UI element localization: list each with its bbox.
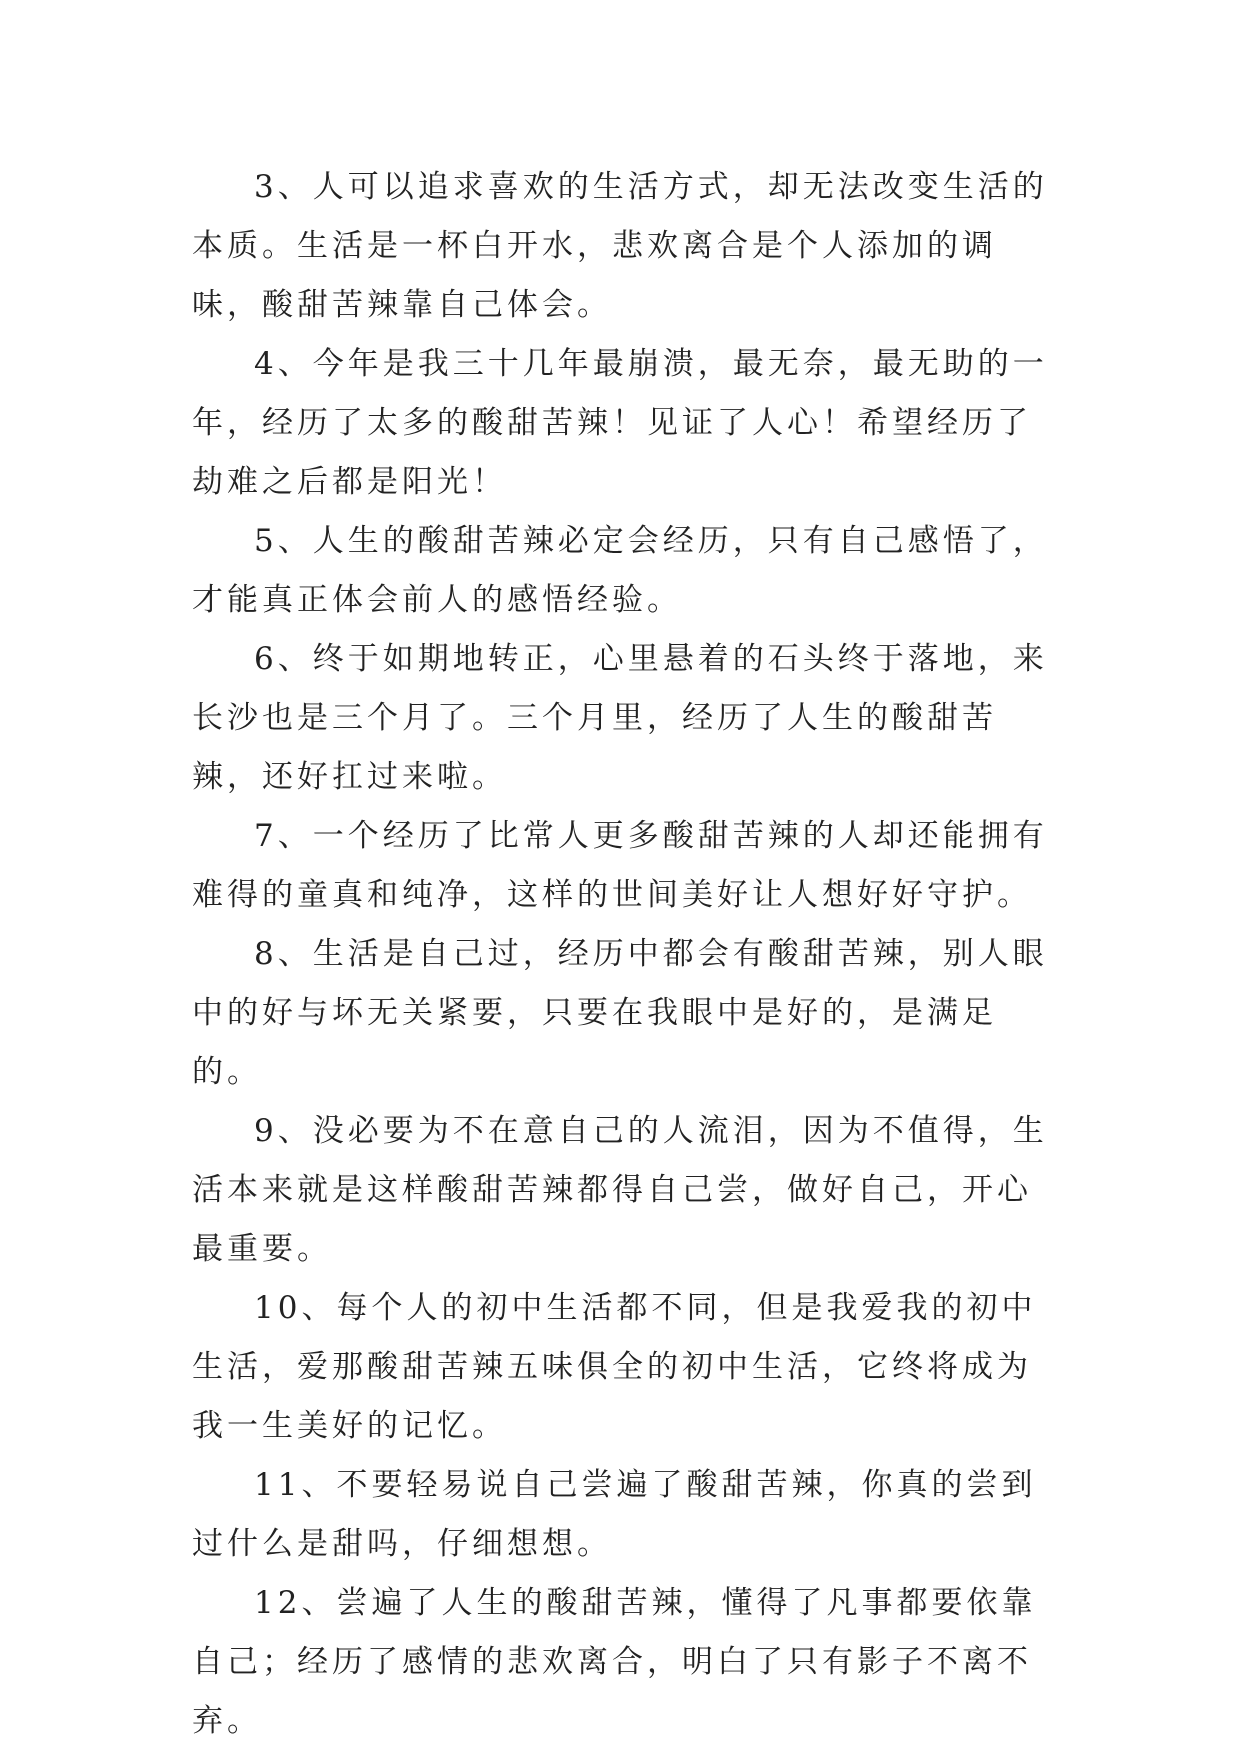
paragraph-8: 8、生活是自己过，经历中都会有酸甜苦辣，别人眼中的好与坏无关紧要，只要在我眼中是好的，是满足的。 [192,936,1048,1090]
paragraph-12: 12、尝遍了人生的酸甜苦辣，懂得了凡事都要依靠自己；经历了感情的悲欢离合，明白了只有影子不离不弃。 [192,1585,1037,1739]
paragraph-4: 4、今年是我三十几年最崩溃，最无奈，最无助的一年，经历了太多的酸甜苦辣！见证了人心！希望经历了劫难之后都是阳光！ [192,346,1048,500]
paragraph-11: 11、不要轻易说自己尝遍了酸甜苦辣，你真的尝到过什么是甜吗，仔细想想。 [192,1467,1037,1562]
paragraph-7: 7、一个经历了比常人更多酸甜苦辣的人却还能拥有难得的童真和纯净，这样的世间美好让人想好好守护。 [192,818,1048,913]
paragraph-5: 5、人生的酸甜苦辣必定会经历，只有自己感悟了，才能真正体会前人的感悟经验。 [192,523,1048,618]
document-body [192,158,1058,1751]
paragraph-3: 3、人可以追求喜欢的生活方式，却无法改变生活的本质。生活是一杯白开水，悲欢离合是个人添加的调味，酸甜苦辣靠自己体会。 [192,169,1048,323]
paragraph-9: 9、没必要为不在意自己的人流泪，因为不值得，生活本来就是这样酸甜苦辣都得自己尝，做好自己，开心最重要。 [192,1113,1048,1267]
paragraph-10: 10、每个人的初中生活都不同，但是我爱我的初中生活，爱那酸甜苦辣五味俱全的初中生活，它终将成为我一生美好的记忆。 [192,1290,1037,1444]
paragraph-6: 6、终于如期地转正，心里悬着的石头终于落地，来长沙也是三个月了。三个月里，经历了人生的酸甜苦辣，还好扛过来啦。 [192,641,1048,795]
